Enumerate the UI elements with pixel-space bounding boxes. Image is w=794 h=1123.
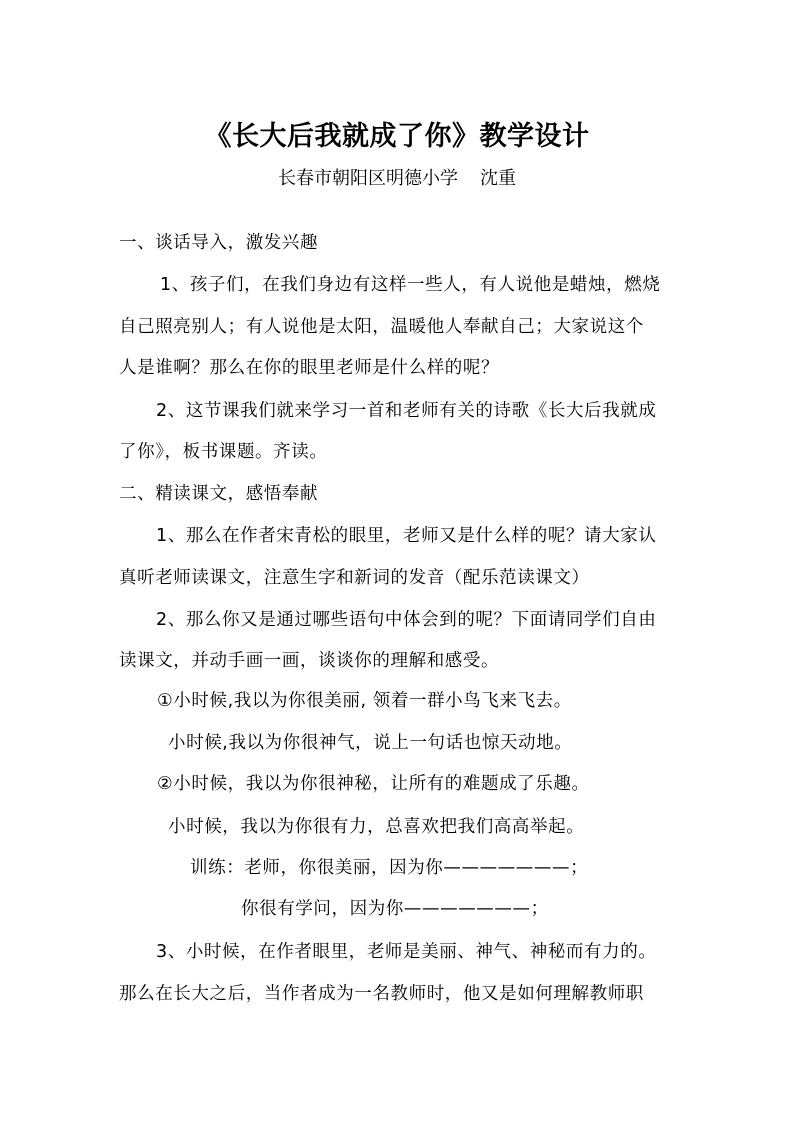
paragraph-line: 那么在长大之后，当作者成为一名教师时，他又是如何理解教师职 <box>119 984 644 1004</box>
school-name: 长春市朝阳区明德小学 <box>278 168 458 189</box>
paragraph-line: 了你》，板书课题。齐读。 <box>119 442 328 462</box>
paragraph-line: 1、那么在作者宋青松的眼里，老师又是什么样的呢？请大家认 <box>156 526 657 546</box>
paragraph-line: 1、孩子们，在我们身边有这样一些人，有人说他是蜡烛，燃烧 <box>160 275 661 295</box>
section-2-heading: 二、精读课文，感悟奉献 <box>119 484 319 504</box>
paragraph-line: 2、那么你又是通过哪些语句中体会到的呢？下面请同学们自由 <box>156 610 657 630</box>
document-title: 《长大后我就成了你》教学设计 <box>204 121 590 152</box>
paragraph-line: 2、这节课我们就来学习一首和老师有关的诗歌《长大后我就成 <box>156 401 657 421</box>
document-byline <box>0 164 794 194</box>
paragraph-line: 真听老师读课文，注意生字和新词的发音（配乐范读课文） <box>119 568 590 588</box>
section-1-heading: 一、谈话导入，激发兴趣 <box>119 233 319 253</box>
paragraph-line: 3、小时候，在作者眼里，老师是美丽、神气、神秘而有力的。 <box>156 942 657 962</box>
author-name: 沈重 <box>480 168 516 189</box>
paragraph-line: 读课文，并动手画一画，谈谈你的理解和感受。 <box>119 651 500 671</box>
quote-line: ②小时候，我以为你很神秘，让所有的难题成了乐趣。 <box>157 774 590 794</box>
paragraph-line: 人是谁啊？那么在你的眼里老师是什么样的呢？ <box>119 358 500 378</box>
exercise-line: 训练：老师，你很美丽，因为你———————； <box>190 858 589 878</box>
quote-line: 小时候,我以为你很神气，说上一句话也惊天动地。 <box>168 733 573 753</box>
exercise-line: 你很有学问，因为你———————； <box>241 899 549 919</box>
paragraph-line: 自己照亮别人；有人说他是太阳，温暖他人奉献自己；大家说这个 <box>119 317 644 337</box>
quote-line: 小时候，我以为你很有力，总喜欢把我们高高举起。 <box>168 817 585 837</box>
quote-line: ①小时候,我以为你很美丽, 领着一群小鸟飞来飞去。 <box>157 691 572 711</box>
